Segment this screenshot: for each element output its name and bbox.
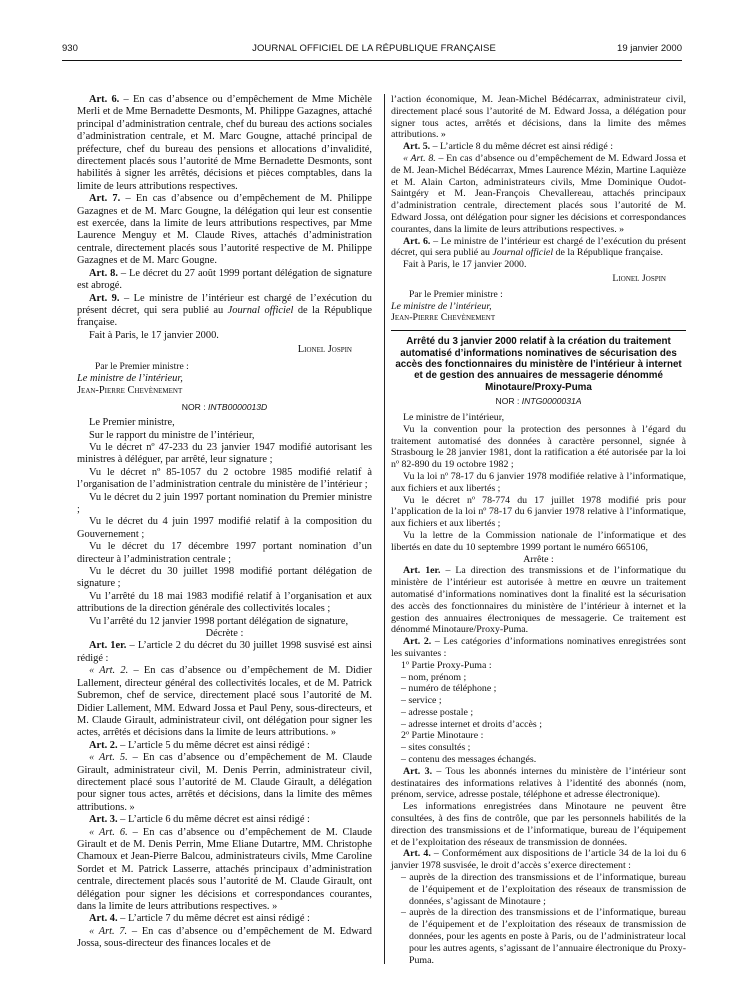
article-6 [391,236,686,260]
article-head: Art. 9. [89,292,120,304]
journal-reference: Journal officiel [227,304,294,316]
visa: Vu l’arrêté du 18 mai 1983 modifié relatif à l’organisation et aux attributions de la direction générale des collectivités locales ; [77,590,372,615]
page-header [0,43,748,57]
quoted-article-7 [77,926,372,951]
nor-reference [77,401,372,413]
article-1 [77,640,372,665]
quoted-body: – En cas d’absence ou d’empêchement de M. Edward Jossa, sous-directeur des finances locales et de [77,925,373,950]
article-head: Art. 6. [403,235,431,247]
article-8 [77,268,372,293]
article-head: Art. 2. [89,739,118,751]
signature: Lionel Jospin [612,272,666,284]
nor-number: INTG0000031A [521,396,582,407]
decrete-heading: Décrète : [205,628,244,640]
article-4 [391,848,686,872]
visa: Vu la loi nº 78-17 du 6 janvier 1978 modifiée relative à l’informatique, aux fichiers et aux libertés ; [391,470,686,494]
visa: Vu le décret nº 78-774 du 17 juillet 1978 modifié pris pour l’application de la loi nº 78-17 du 6 janvier 1978 relative à l’informatique, aux fichiers et aux libertés ; [391,494,686,530]
quoted-body: – En cas d’absence ou d’empêchement de M. Claude Girault et de M. Denis Perrin, Mme Eliane Dutartre, MM. Christophe Chamoux et Jean-Pierre Balcou, administrateurs civils, Mme Caroline Sordet et M. Patrick Lasserre, attachés principaux d’administration centrale, directement placés sous l’autorité de M. Claude Girault, ont délégation pour signer les décisions et correspondances courantes, dans la limite de leurs attributions respectives. » [77,826,372,912]
article-body: – L’article 6 du même décret est ainsi rédigé : [117,814,310,826]
list-item: – service ; [401,695,442,707]
countersign-intro: Par le Premier ministre : [95,360,189,372]
article-head: Art. 6. [89,94,120,105]
signature: Lionel Jospin [297,344,352,356]
article-body: – Le décret du 27 août 1999 portant délégation de signature est abrogé. [77,267,372,292]
article-3 [77,814,372,826]
page-number: 930 [62,43,78,54]
article-2 [391,636,686,660]
issue-date: 19 janvier 2000 [617,43,682,54]
arrete-heading: Arrête : [523,553,554,565]
quoted-head: « Art. 8. [403,152,436,164]
article-7 [77,193,372,267]
article-head: Art. 1er. [403,565,441,577]
list-item: – auprès de la direction des transmissions et de l’informatique, bureau de l’équipement et de l’exploitation des réseaux de transmission de données, pour les agents en poste à Paris, ou de l’administrateur local pour les autres agents, s’agissant de l’annuaire électronique du Proxy-Puma. [401,907,686,966]
visa: Vu l’arrêté du 12 janvier 1998 portant délégation de signature, [89,615,349,627]
article-head: Art. 1er. [89,640,127,652]
article-4 [77,913,372,925]
article-9 [77,293,372,330]
article-head: Art. 8. [89,267,118,279]
minister-name: Jean-Pierre Chevènement [391,312,496,324]
article-3-paragraph: Les informations enregistrées dans Minotaure ne peuvent être consultées, à des fins de contrôle, que par les personnels habilités de la direction des transmissions et de l’informatique, bureau de l’équipement et de l’exploitation des réseaux de transmission de données. [391,801,686,848]
article-body: – L’article 5 du même décret est ainsi rédigé : [117,739,310,751]
article-head: Art. 4. [89,913,118,925]
minister-name: Jean-Pierre Chevènement [77,385,183,397]
list-item: – adresse postale ; [401,706,474,718]
visa: Le ministre de l’intérieur, [403,411,505,423]
quoted-article-2 [77,665,372,739]
article-body: – L’article 7 du même décret est ainsi rédigé : [117,913,310,925]
part-heading: 1º Partie Proxy-Puma : [401,659,492,671]
quoted-article-5 [77,752,372,814]
quoted-body: – En cas d’absence ou d’empêchement de M. Claude Girault, administrateur civil, M. Denis Perrin, administrateur civil, directement placé sous l’autorité de M. Claude Girault, a délégation pour signer tous actes, arrêtés et décisions, dans la limite des mêmes attributions. » [77,752,372,813]
article-body: de la République française. [553,247,664,259]
article-body: – Les catégories d’informations nominatives enregistrées sont les suivantes : [391,636,686,659]
countersign-intro: Par le Premier ministre : [409,288,503,300]
article-3 [391,766,686,801]
minister-title: Le ministre de l’intérieur, [77,372,183,384]
arrete-title: Arrêté du 3 janvier 2000 relatif à la création du traitement automatisé d’informations nominatives de sécurisation des accès des fonctionnaires du ministère de l’intérieur à internet et de gestion des annuaires de messagerie dénommé Minotaure/Proxy-Puma [395,336,682,393]
article-body: – L’article 2 du décret du 30 juillet 1998 susvisé est ainsi rédigé : [77,640,372,664]
column-divider [384,94,385,964]
quoted-head: « Art. 7. [89,925,128,937]
place-date: Fait à Paris, le 17 janvier 2000. [89,329,219,341]
article-head: Art. 7. [89,193,121,205]
visa: Vu le décret nº 47-233 du 23 janvier 1947 modifié autorisant les ministres à déléguer, par arrêté, leur signature ; [77,441,372,466]
article-body: – La direction des transmissions et de l’informatique du ministère de l’intérieur est autorisée à mettre en œuvre un traitement automatisé d’informations nominatives dont la finalité est la sécurisation des accès des fonctionnaires du ministère de l’intérieur à internet et la gestion des annuaires électroniques de messagerie. Ce traitement est dénommé Minotaure/Proxy-Puma. [391,565,686,636]
visa: Le Premier ministre, [89,417,175,429]
visa: Sur le rapport du ministre de l’intérieur, [89,429,255,441]
nor-label: NOR : [495,396,522,407]
header-rule [62,60,682,61]
visa: Vu le décret du 2 juin 1997 portant nomination du Premier ministre ; [77,491,372,515]
right-column [391,94,686,966]
quoted-head: « Art. 5. [89,752,128,764]
quoted-article-6 [77,827,372,914]
article-head: Art. 3. [89,814,118,826]
left-column [77,94,372,951]
list-item: – numéro de téléphone ; [401,683,497,695]
quoted-body: – En cas d’absence ou d’empêchement de M. Edward Jossa et de M. Jean-Michel Bédécarrax, Mmes Laurence Mézin, Martine Laquièze et M. Alain Carton, administrateurs civils, Mme Dominique Oudot-Saintgéry et M. Jean-François Chevallereau, attachés principaux d’administration centrale, directement placés sous l’autorité de M. Edward Jossa, ont délégation pour signer les décisions et correspondances courantes, dans la limite de leurs attributions respectives. » [391,152,686,235]
article-5 [391,141,686,153]
article-body: – Conformément aux dispositions de l’article 34 de la loi du 6 janvier 1978 susvisée, le droit d’accès s’exerce directement : [391,848,686,872]
list-item: – adresse internet et droits d’accès ; [401,718,542,730]
place-date: Fait à Paris, le 17 janvier 2000. [403,259,527,271]
quoted-article-8 [391,153,686,236]
article-body: – Le ministre de l’intérieur est chargé de l’exécution du présent décret, qui sera publié au [391,235,686,259]
article-body: – En cas d’absence ou d’empêchement de M. Philippe Gazagnes et de M. Marc Gougne, la délégation qui leur est consentie est exercée, dans la limite de leurs attributions respectives, par Mme Laurence Menguy et M. Claude Rives, attachés d’administration centrale, directement placés sous l’autorité respective de M. Philippe Gazagnes et de M. Marc Gougne. [77,193,372,267]
nor-number: INTB0000013D [208,401,268,412]
article-6 [77,94,372,193]
article-2 [77,740,372,752]
list-item: – sites consultés ; [401,742,471,754]
list-item: – nom, prénom ; [401,671,467,683]
quoted-head: « Art. 2. [89,665,129,677]
article-body: – Tous les abonnés internes du ministère de l’intérieur sont destinataires des informations relatives à l’identité des abonnés (nom, prénom, service, adresse postale, téléphone et adresse électronique). [391,765,686,801]
article-head: Art. 3. [403,765,433,777]
article-1 [391,565,686,636]
visa: Vu la lettre de la Commission nationale de l’informatique et des libertés en date du 10 septembre 1999 portant le numéro 665106, [391,529,686,553]
visa: Vu le décret du 4 juin 1997 modifié relatif à la composition du Gouvernement ; [77,516,372,540]
article-head: Art. 4. [403,848,431,860]
quoted-body: – En cas d’absence ou d’empêchement de M. Didier Lallement, directeur général des collectivités locales, et de M. Patrick Subremon, chef de service, directement placé sous l’autorité de M. Didier Lallement, MM. Edward Jossa et Paul Peny, sous-directeurs, et M. Claude Girault, administrateur civil, ont délégation pour signer les actes, arrêtés et décisions dans la limite de leurs attributions. » [77,665,372,739]
visa: Vu la convention pour la protection des personnes à l’égard du traitement automatisé des données à caractère personnel, signée à Strasbourg le 28 janvier 1981, dont la ratification a été autorisée par la loi nº 82-890 du 19 octobre 1982 ; [391,423,686,471]
visa: Vu le décret nº 85-1057 du 2 octobre 1985 modifié relatif à l’organisation de l’administration centrale du ministère de l’intérieur ; [77,466,372,491]
continued-text: l’action économique, M. Jean-Michel Bédécarrax, administrateur civil, directement placé sous l’autorité de M. Edward Jossa, a délégation pour signer tous actes, arrêtés et décisions, dans la limite des mêmes attributions. » [391,94,686,141]
article-body: – En cas d’absence ou d’empêchement de Mme Michèle Merli et de Mme Bernadette Desmonts, M. Philippe Gazagnes, attaché principal d’administration centrale, chef du bureau des actions sociales d’administration centrale, et M. Marc Gougne, attaché principal de préfecture, chef du bureau des pensions et allocations d’invalidité, directement placés sous l’autorité de Mme Bernadette Desmonts, sont habilités à signer les arrêtés, décisions et pièces comptables, dans la limite de leurs attributions respectives. [77,94,372,192]
part-heading: 2º Partie Minotaure : [401,730,484,742]
section-separator [391,330,686,331]
nor-label: NOR : [181,401,208,412]
minister-title: Le ministre de l’intérieur, [391,300,492,312]
list-item: – auprès de la direction des transmissions et de l’informatique, bureau de l’équipement et de l’exploitation des réseaux de transmission de données, s’agissant de Minotaure ; [401,872,686,907]
visa: Vu le décret du 17 décembre 1997 portant nomination d’un directeur à l’administration centrale ; [77,541,372,565]
article-body: de la République française. [77,304,373,329]
journal-reference: Journal officiel [492,247,554,259]
visa: Vu le décret du 30 juillet 1998 modifié portant délégation de signature ; [77,566,372,590]
article-body: – Le ministre de l’intérieur est chargé de l’exécution du présent décret, qui sera publié au [77,292,372,316]
list-item: – contenu des messages échangés. [401,754,537,766]
quoted-head: « Art. 6. [89,826,128,838]
article-body: – L’article 8 du même décret est ainsi rédigé : [430,141,613,153]
nor-reference [391,396,686,408]
article-head: Art. 5. [403,141,431,153]
article-head: Art. 2. [403,636,432,648]
journal-title: JOURNAL OFFICIEL DE LA RÉPUBLIQUE FRANÇAISE [252,43,496,54]
